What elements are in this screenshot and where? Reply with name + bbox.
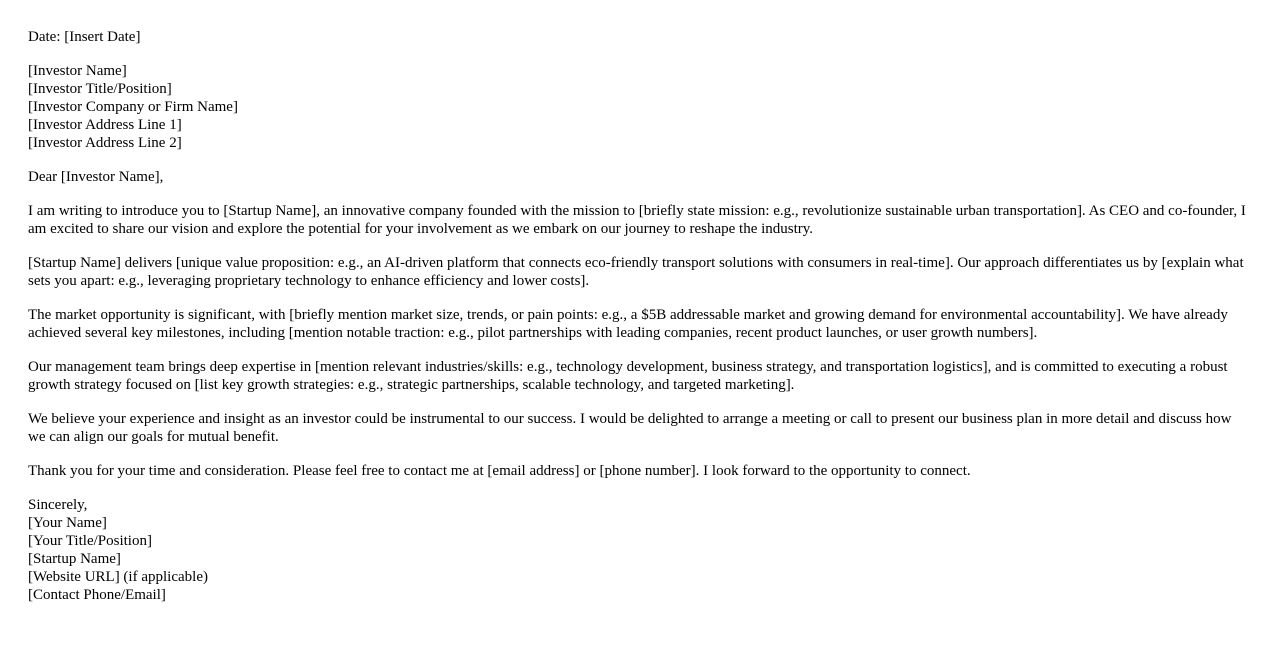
paragraph-introduction: I am writing to introduce you to [Startup Name], an innovative company founded with the mission to [briefly state mission: e.g., revolutionize sustainable urban transportation]. As CEO and co-founder, I am excited to share our vision and explore the potential for your involvement as we embark on our journey to reshape the industry. [28, 203, 1246, 237]
recipient-address [28, 62, 1250, 152]
closing: Sincerely, [28, 497, 88, 513]
signer-name: [Your Name] [28, 515, 107, 531]
recipient-address-line-2: [Investor Address Line 2] [28, 135, 182, 151]
recipient-title: [Investor Title/Position] [28, 81, 172, 97]
recipient-company: [Investor Company or Firm Name] [28, 99, 238, 115]
recipient-name: [Investor Name] [28, 63, 127, 79]
letter [28, 28, 1250, 604]
paragraph-management-team: Our management team brings deep expertise in [mention relevant industries/skills: e.g., technology development, business strategy, and transportation logistics], and is committed to executing a robust growth strategy focused on [list key growth strategies: e.g., strategic partnerships, scalable technology, and targeted marketing]. [28, 359, 1228, 393]
paragraph-request-meeting: We believe your experience and insight as an investor could be instrumental to our success. I would be delighted to arrange a meeting or call to present our business plan in more detail and discuss how we can align our goals for mutual benefit. [28, 411, 1232, 445]
signer-website: [Website URL] (if applicable) [28, 569, 208, 585]
paragraph-thank-you: Thank you for your time and consideration. Please feel free to contact me at [email address] or [phone number]. I look forward to the opportunity to connect. [28, 463, 971, 479]
date-line: Date: [Insert Date] [28, 29, 141, 45]
paragraph-value-proposition: [Startup Name] delivers [unique value proposition: e.g., an AI-driven platform that connects eco-friendly transport solutions with consumers in real-time]. Our approach differentiates us by [explain what sets you apart: e.g., leveraging proprietary technology to enhance efficiency and lower costs]. [28, 255, 1244, 289]
salutation: Dear [Investor Name], [28, 169, 164, 185]
signer-contact: [Contact Phone/Email] [28, 587, 166, 603]
signature-block [28, 496, 1250, 604]
recipient-address-line-1: [Investor Address Line 1] [28, 117, 182, 133]
signer-title: [Your Title/Position] [28, 533, 152, 549]
signer-startup-name: [Startup Name] [28, 551, 121, 567]
paragraph-market-opportunity: The market opportunity is significant, with [briefly mention market size, trends, or pain points: e.g., a $5B addressable market and growing demand for environmental accountability]. We have already achieved several key milestones, including [mention notable traction: e.g., pilot partnerships with leading companies, recent product launches, or user growth numbers]. [28, 307, 1228, 341]
